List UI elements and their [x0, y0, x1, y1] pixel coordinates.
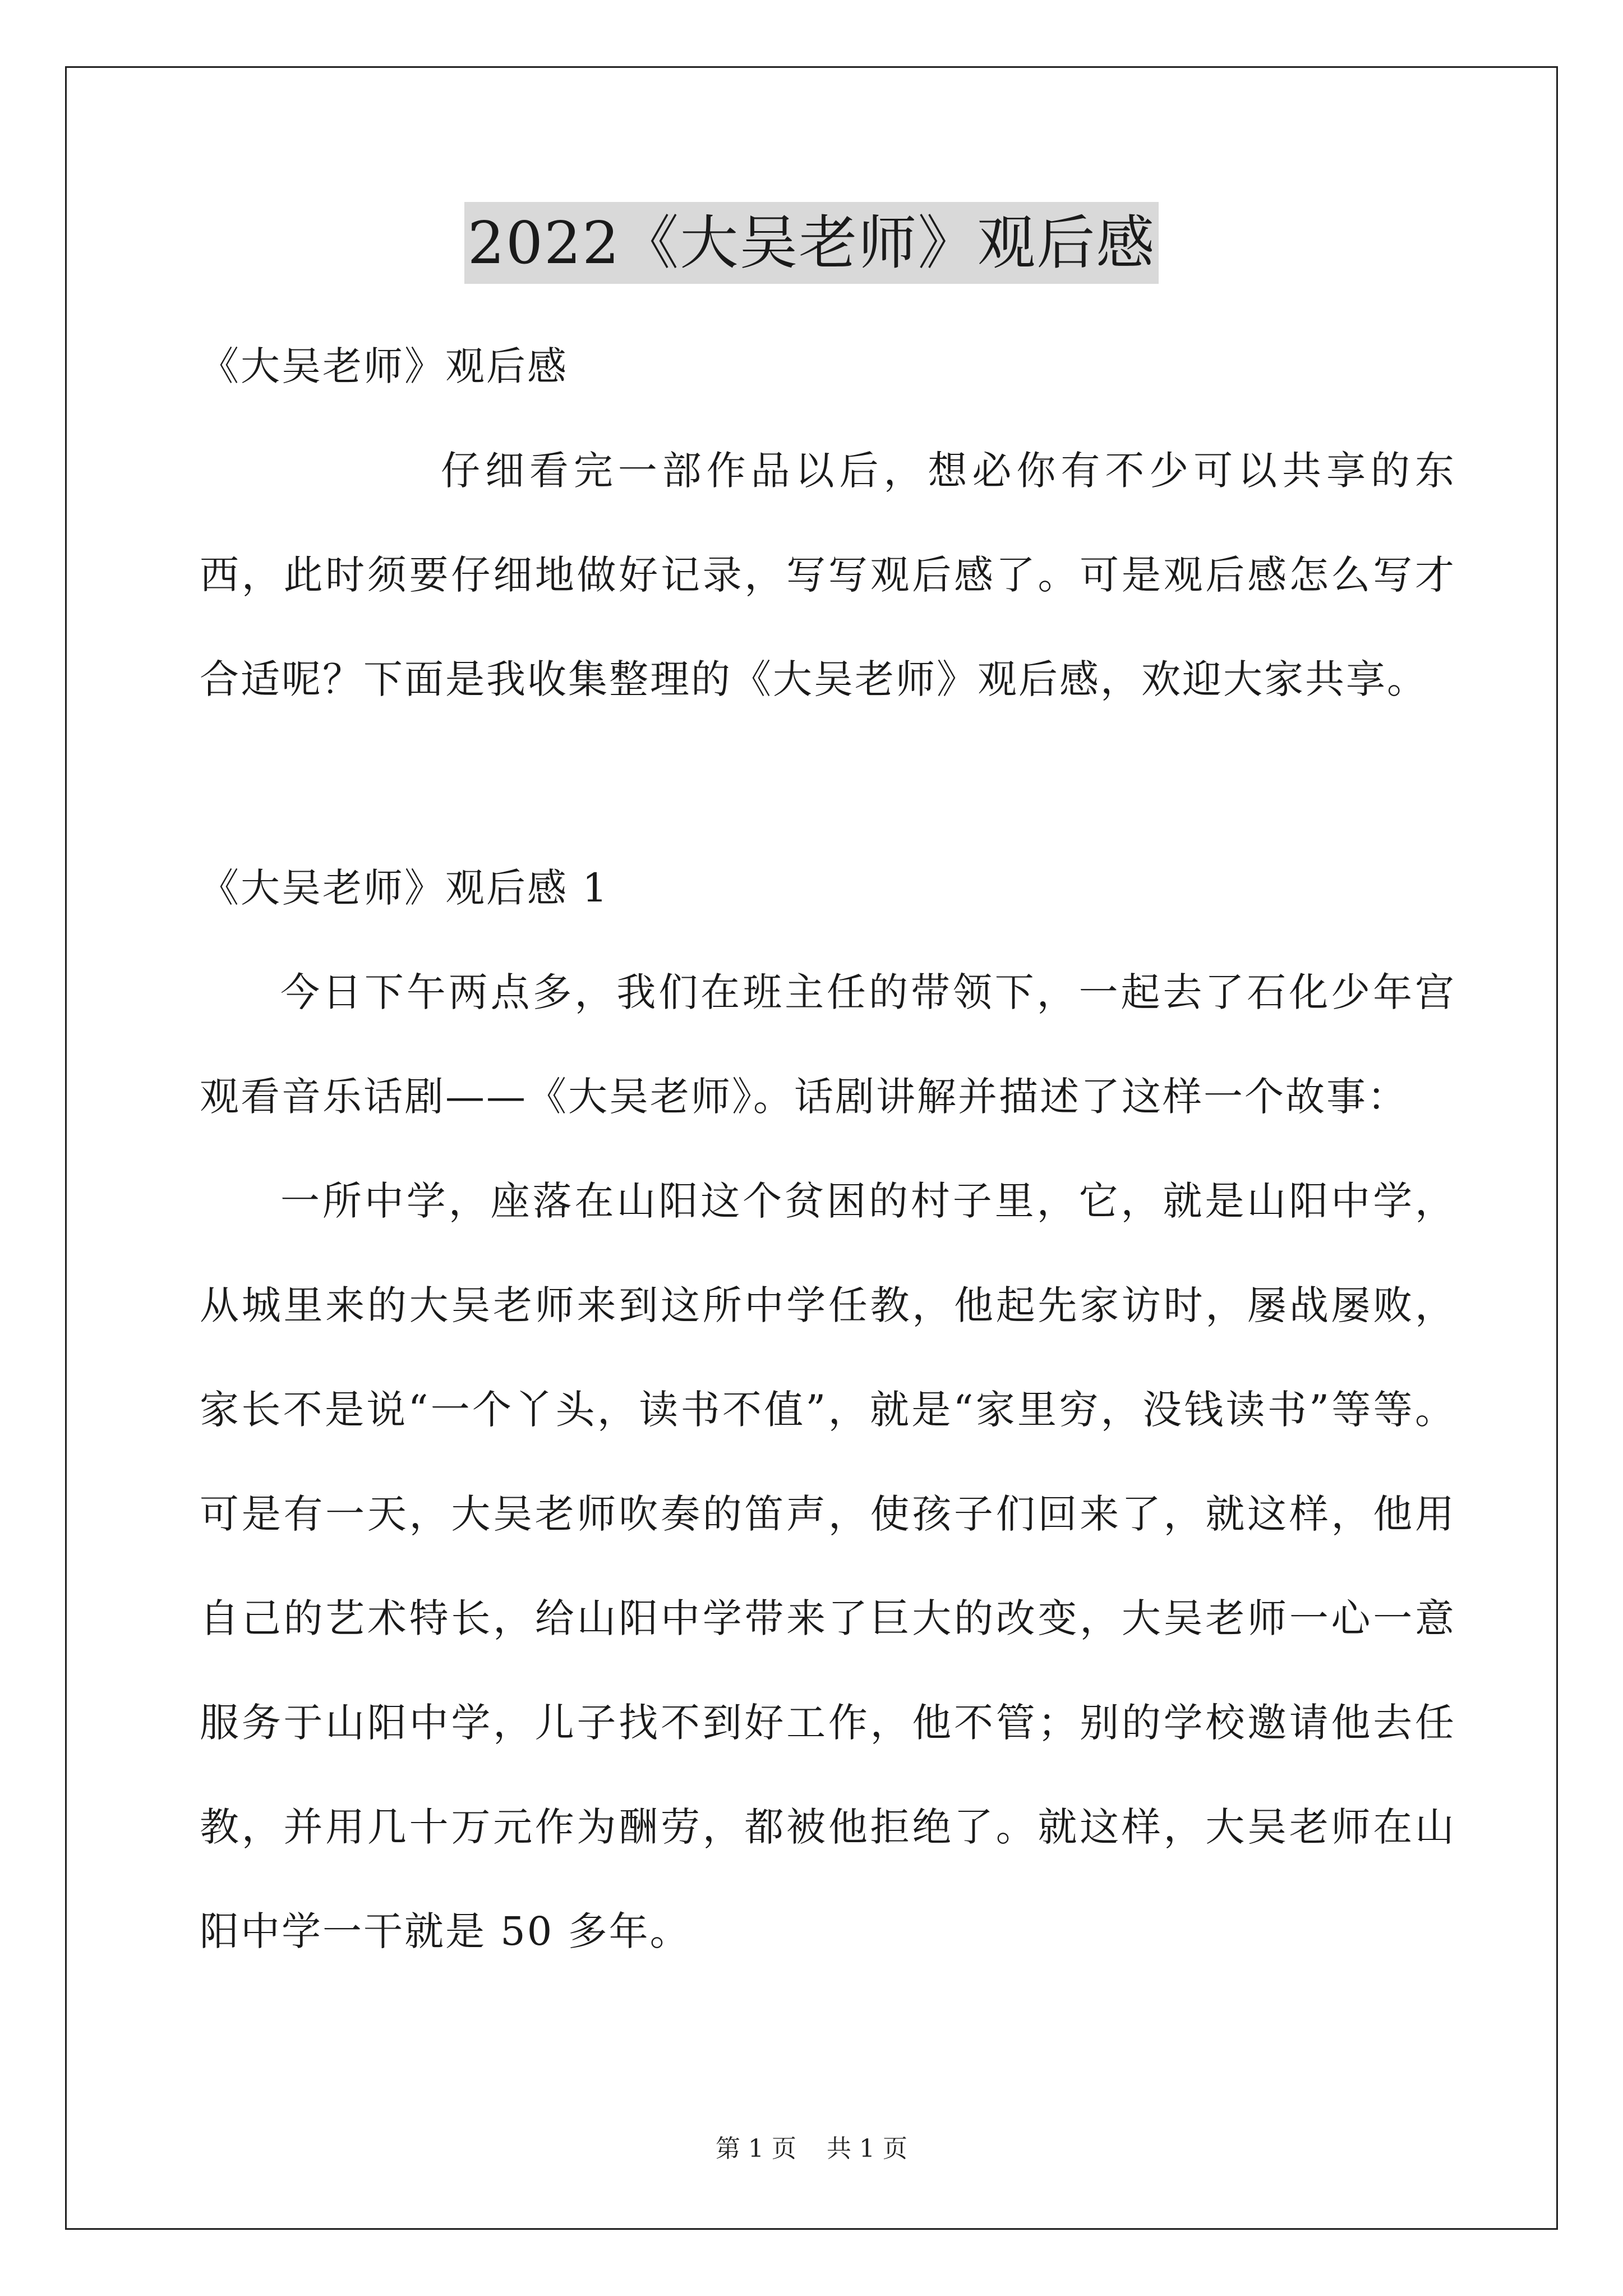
- body-paragraph-1: 今日下午两点多，我们在班主任的带领下，一起去了石化少年宫观看音乐话剧——《大吴老师》。话剧讲解并描述了这样一个故事：: [200, 969, 1456, 1120]
- intro-paragraph: 仔细看完一部作品以后，想必你有不少可以共享的东西，此时须要仔细地做好记录，写写观后感了。可是观后感怎么写才合适呢？下面是我收集整理的《大吴老师》观后感，欢迎大家共享。: [200, 448, 1456, 702]
- page-total: 共 1 页: [827, 2134, 907, 2163]
- section-heading: 《大吴老师》观后感 1: [200, 865, 609, 911]
- title-container: [0, 202, 1623, 284]
- page-number: 第 1 页: [716, 2134, 796, 2163]
- body-paragraph-2: 一所中学，座落在山阳这个贫困的村子里，它，就是山阳中学，从城里来的大吴老师来到这所中学任教，他起先家访时，屡战屡败，家长不是说“一个丫头，读书不值”，就是“家里穷，没钱读书”等等。可是有一天，大吴老师吹奏的笛声，使孩子们回来了，就这样，他用自己的艺术特长，给山阳中学带来了巨大的改变，大吴老师一心一意服务于山阳中学，儿子找不到好工作，他不管；别的学校邀请他去任教，并用几十万元作为酬劳，都被他拒绝了。就这样，大吴老师在山阳中学一干就是 50 多年。: [200, 1178, 1456, 1954]
- page-footer: [0, 2128, 1623, 2164]
- document-body: [200, 314, 1456, 1984]
- section-spacer: [200, 731, 1456, 836]
- intro-heading: 《大吴老师》观后感: [200, 343, 568, 389]
- document-title: 2022《大吴老师》观后感: [464, 202, 1159, 284]
